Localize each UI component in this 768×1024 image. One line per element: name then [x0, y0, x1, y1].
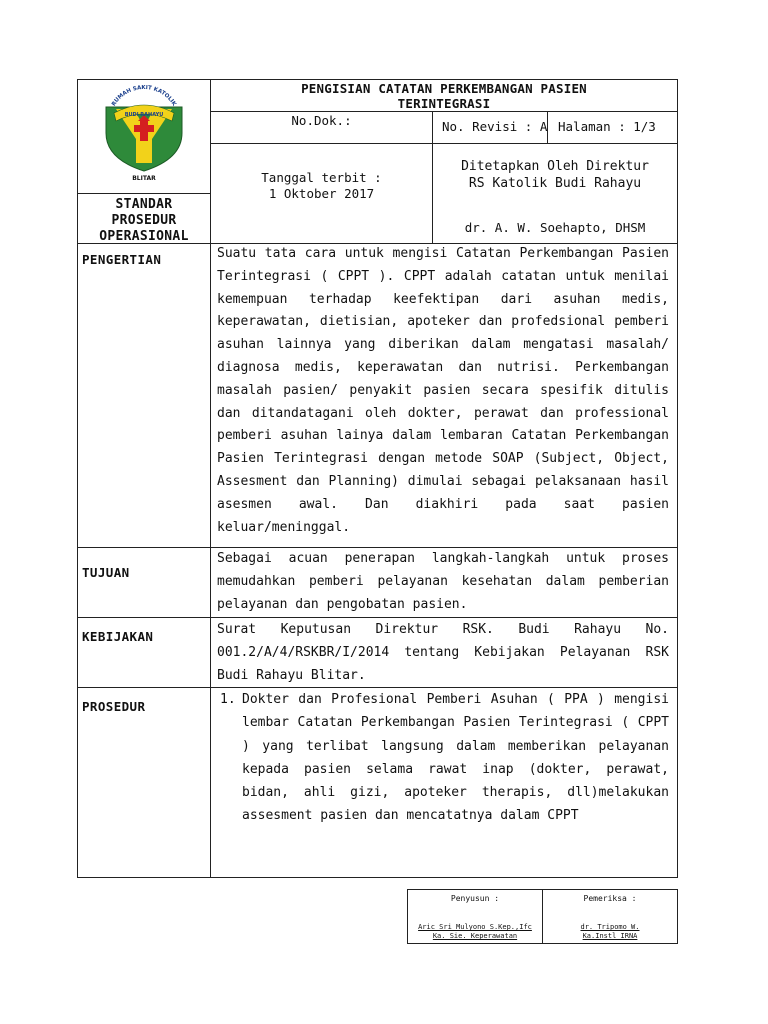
penyusun-signature	[408, 923, 542, 941]
sop-title	[78, 197, 210, 245]
signature-box-right	[677, 889, 678, 944]
tujuan-text: Sebagai acuan penerapan langkah-langkah untuk proses memudahkan pemberi pelayanan kesehatan dalam pemberian pelayanan dan pengobatan pasien.	[217, 551, 669, 612]
pengertian-text: Suatu tata cara untuk mengisi Catatan Perkembangan Pasien Terintegrasi ( CPPT ). CPPT adalah catatan untuk menilai kemempuan terhadap keefektipan dari asuhan medis, keperawatan, dietisian, apoteker dan profedsional pemberi asuhan lainnya yang diberikan dalam mengatasi masalah/ diagnosa medis, keperawatan dan nutrisi. Perkembangan masalah pasien/ penyakit pasien secara spesifik ditulis dan ditandatagani oleh dokter, perawat dan professional pemberi asuhan lainya dalam lembaran Catatan Perkembangan Pasien Terintegrasi dengan metode SOAP (Subject, Object, Assesment dan Planning) dimulai sebagai pelaksanaan hasil asesmen awal. Dan diakhiri pada saat pasien keluar/meninggal.	[217, 246, 669, 535]
document-title-line2: TERINTEGRASI	[397, 96, 491, 111]
table-border-top	[77, 79, 678, 80]
logo-city-text: BLITAR	[132, 175, 156, 182]
document-title	[211, 81, 677, 111]
director-name: dr. A. W. Soehapto, DHSM	[464, 220, 646, 235]
header-row-divider	[210, 143, 678, 144]
penyusun-label: Penyusun :	[450, 894, 500, 903]
pemeriksa-label: Pemeriksa :	[583, 894, 637, 903]
table-border-bottom	[77, 877, 678, 878]
halaman: Halaman : 1/3	[558, 119, 656, 134]
kebijakan-label: KEBIJAKAN	[82, 629, 154, 644]
kebijakan-text: Surat Keputusan Direktur RSK. Budi Rahayu No. 001.2/A/4/RSKBR/I/2014 tentang Kebijakan Pelayanan RSK Budi Rahayu Blitar.	[217, 622, 669, 683]
ditetapkan-oleh	[433, 158, 677, 192]
pemeriksa-signature	[543, 923, 677, 941]
prosedur-label: PROSEDUR	[82, 699, 146, 714]
penyusun-name: Aric Sri Mulyono S.Kep.,Ifc	[418, 923, 532, 931]
pengertian-label: PENGERTIAN	[82, 252, 162, 267]
sop-line3: OPERASIONAL	[99, 229, 189, 244]
ditetapkan-line1: Ditetapkan Oleh Direktur	[461, 159, 649, 174]
table-border-right	[677, 79, 678, 877]
logo-arc-text: RUMAH SAKIT KATOLIK	[111, 84, 177, 108]
tanggal-terbit-label: Tanggal terbit :	[261, 170, 382, 185]
tanggal-terbit-value: 1 Oktober 2017	[268, 186, 375, 201]
no-dok-label: No.Dok.:	[291, 113, 352, 128]
document-title-line1: PENGISIAN CATATAN PERKEMBANGAN PASIEN	[301, 81, 587, 96]
logo-band-text: BUDI RAHAYU	[124, 112, 164, 118]
penyusun-role: Ka. Sie. Keperawatan	[432, 932, 518, 940]
ditetapkan-line2: RS Katolik Budi Rahayu	[468, 176, 642, 191]
sop-line1: STANDAR	[115, 197, 173, 212]
tujuan-bottom-divider	[77, 617, 678, 618]
prosedur-item1-number: 1.	[220, 692, 236, 707]
header-title-divider	[210, 111, 678, 112]
sop-line2: PROSEDUR	[111, 213, 177, 228]
prosedur-item1-text: Dokter dan Profesional Pemberi Asuhan ( PPA ) mengisi lembar Catatan Perkembangan Pasien Terintegrasi ( CPPT ) yang terlibat langsung dalam memberikan pelayanan kepada pasien selama rawat inap (dokter, perawat, bidan, ahli gizi, apoteker therapis, dll)melakukan assesment pasien dan mencatatnya dalam CPPT	[242, 692, 669, 824]
no-revisi: No. Revisi : A	[442, 119, 548, 134]
hospital-logo-emblem	[96, 83, 192, 183]
pemeriksa-role: Ka.Instl IRNA	[582, 932, 638, 940]
hospital-logo	[96, 83, 192, 183]
pemeriksa-name: dr. Tripomo W.	[580, 923, 640, 931]
tanggal-terbit	[211, 170, 432, 202]
logo-sop-divider	[77, 193, 211, 194]
tujuan-label: TUJUAN	[82, 565, 130, 580]
